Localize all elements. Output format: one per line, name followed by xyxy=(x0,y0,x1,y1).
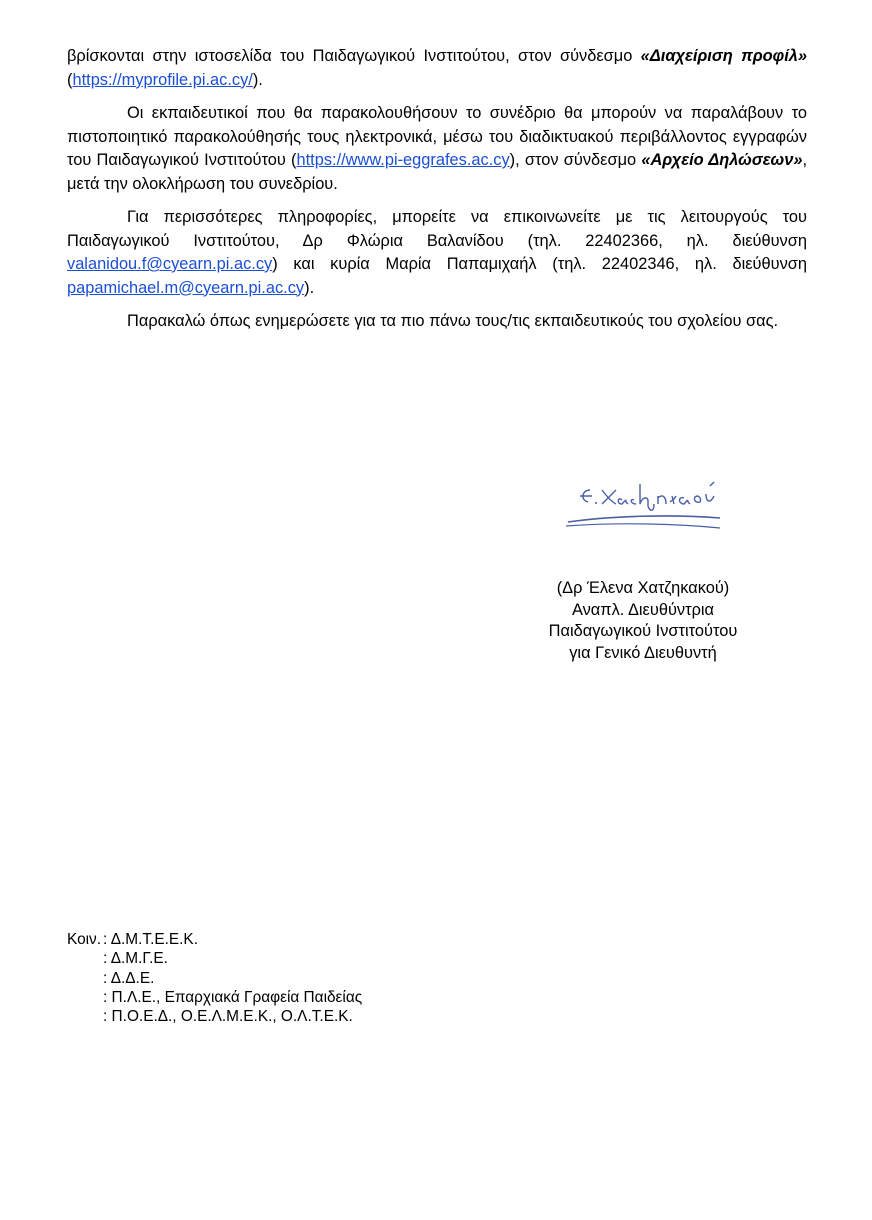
emphasis-profile-link-name: «Διαχείριση προφίλ» xyxy=(640,47,807,65)
paragraph-closing: Παρακαλώ όπως ενημερώσετε για τα πιο πάνω τους/τις εκπαιδευτικούς του σχολείου σας. xyxy=(127,312,779,330)
letter-body xyxy=(67,45,807,344)
signatory-role: για Γενικό Διευθυντή xyxy=(569,643,717,662)
cc-row xyxy=(67,949,362,968)
myprofile-link[interactable]: https://myprofile.pi.ac.cy/ xyxy=(72,70,253,89)
handwritten-signature xyxy=(560,476,730,536)
cc-label: Κοιν. xyxy=(67,931,102,948)
cc-row xyxy=(67,930,362,949)
email-link-valanidou[interactable]: valanidou.f@cyearn.pi.ac.cy xyxy=(67,255,273,273)
cc-item: : Δ.Μ.Γ.Ε. xyxy=(103,950,168,968)
cc-item: : Δ.Μ.Τ.Ε.Ε.Κ. xyxy=(103,931,198,948)
cc-row xyxy=(67,969,362,988)
signatory-name: (Δρ Έλενα Χατζηκακού) xyxy=(556,579,730,597)
cc-item: : Π.Ο.Ε.Δ., Ο.Ε.Λ.Μ.Ε.Κ., Ο.Λ.Τ.Ε.Κ. xyxy=(103,1008,353,1026)
cc-row xyxy=(67,988,362,1007)
cc-item: : Δ.Δ.Ε. xyxy=(103,969,155,987)
paragraph-contact: Για περισσότερες πληροφορίες, μπορείτε να επικοινωνείτε με τις λειτουργούς του Παιδαγωγικού Ινστιτούτου, Δρ Φλώρια Βαλανίδου (τηλ. 22402366, ηλ. διεύθυνση valanidou.f@cyearn.pi.ac.cy) και κυρία Μαρία Παπαμιχαήλ (τηλ. 22402346, ηλ. διεύθυνση papamichael.m@cyearn.pi.ac.cy). xyxy=(67,208,807,297)
pi-eggrafes-link[interactable]: https://www.pi-eggrafes.ac.cy xyxy=(296,151,510,169)
cc-row xyxy=(67,1007,362,1026)
paragraph-certificate: Οι εκπαιδευτικοί που θα παρακολουθήσουν το συνέδριο θα μπορούν να παραλάβουν το πιστοποιητικό παρακολούθησής τους ηλεκτρονικά, μέσω του διαδικτυακού περιβάλλοντος εγγραφών του Παιδαγωγικού Ινστιτούτου (https://www.pi-eggrafes.ac.cy), στον σύνδεσμο «Αρχείο Δηλώσεων», μετά την ολοκλήρωση του συνεδρίου. xyxy=(67,104,808,193)
email-link-papamichael[interactable]: papamichael.m@cyearn.pi.ac.cy xyxy=(67,278,305,297)
paragraph-profile: βρίσκονται στην ιστοσελίδα του Παιδαγωγικού Ινστιτούτου, στον σύνδεσμο «Διαχείριση προφίλ» (https://myprofile.pi.ac.cy/). xyxy=(67,47,807,89)
cc-list xyxy=(67,930,362,1026)
signatory-title: Αναπλ. Διευθύντρια xyxy=(571,600,715,619)
signatory-organization: Παιδαγωγικού Ινστιτούτου xyxy=(548,622,738,640)
signatory-block xyxy=(520,578,766,664)
emphasis-declarations-archive: «Αρχείο Δηλώσεων» xyxy=(641,151,803,169)
cc-item: : Π.Λ.Ε., Επαρχιακά Γραφεία Παιδείας xyxy=(103,988,363,1006)
